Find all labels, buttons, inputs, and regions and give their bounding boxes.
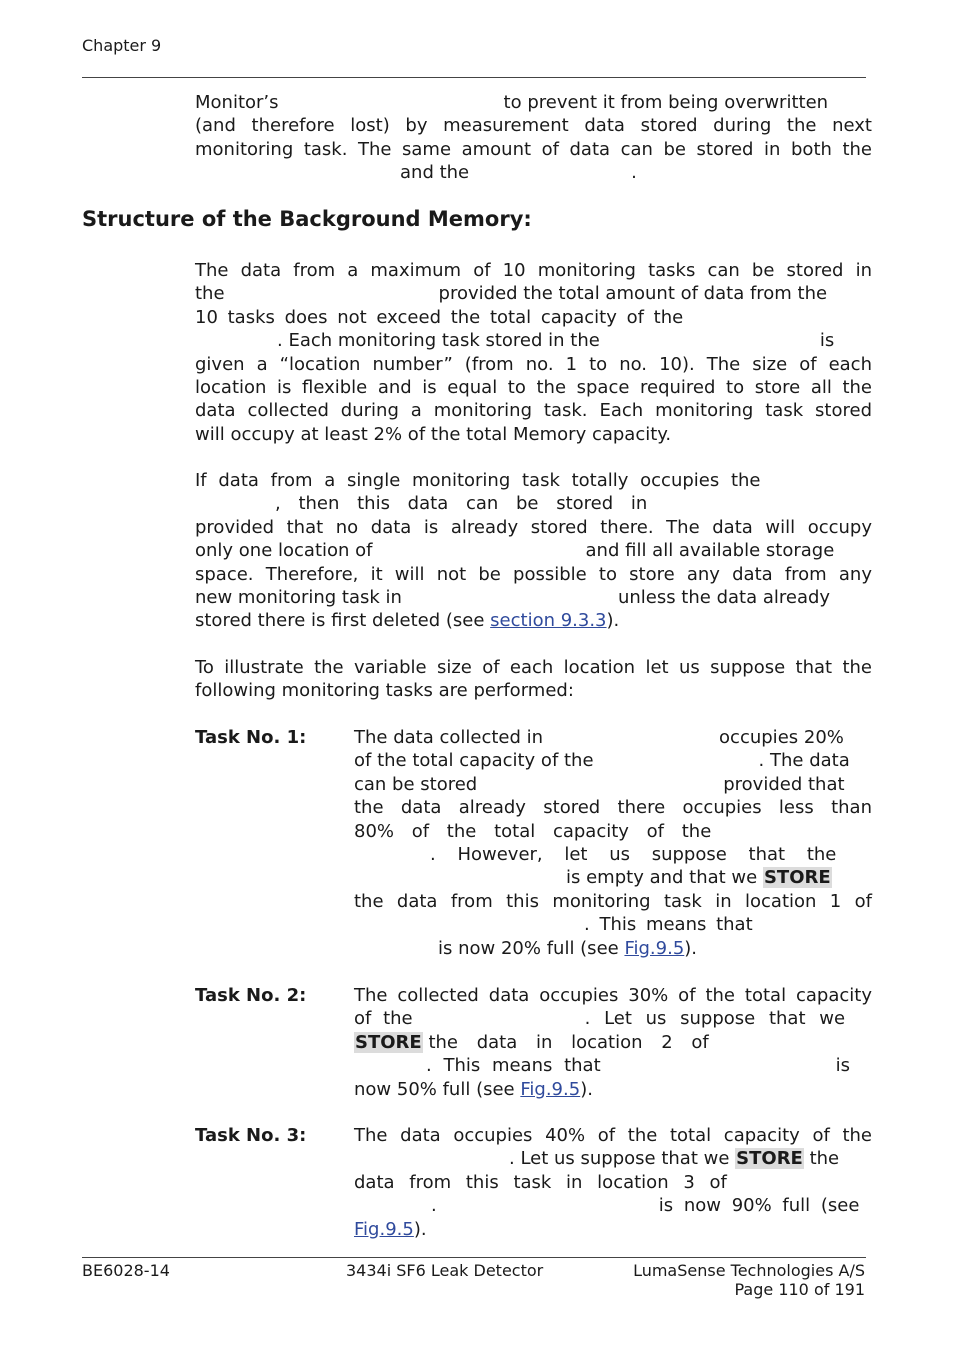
footer-page-number: Page 110 of 191 <box>734 1280 865 1299</box>
header-rule <box>82 77 866 78</box>
chapter-header: Chapter 9 <box>82 36 162 55</box>
fig-9-5-link[interactable]: Fig.9.5 <box>520 1078 581 1100</box>
task-2-body: The collected data occupies 30% of the total capacity of the . Let us suppose that we STORE the data in location 2 of . This means that is now 50% full (see Fig.9.5). <box>354 985 872 1100</box>
intro-paragraph: Monitor’s to prevent it from being overwritten (and therefore lost) by measurement data stored during the next monitoring task. The same amount of data can be stored in both the and the . <box>195 92 872 184</box>
section-heading: Structure of the Background Memory: <box>82 207 532 231</box>
task-2-label: Task No. 2: <box>195 985 307 1006</box>
paragraph-single-task: If data from a single monitoring task totally occupies the , then this data can be stored in provided that no data is already stored there. The data will occupy only one location of and fill all available storage space. Therefore, it will not be possible to store any data from any new monitoring task in unless the data already stored there is first deleted (see section 9.3.3). <box>195 470 872 632</box>
footer-company: LumaSense Technologies A/S <box>633 1261 865 1280</box>
section-9-3-3-link[interactable]: section 9.3.3 <box>490 610 607 632</box>
fig-9-5-link[interactable]: Fig.9.5 <box>624 937 685 959</box>
paragraph-illustrate: To illustrate the variable size of each location let us suppose that the following monitoring tasks are performed: <box>195 657 872 702</box>
task-3-label: Task No. 3: <box>195 1125 307 1146</box>
footer-product: 3434i SF6 Leak Detector <box>346 1261 544 1280</box>
fig-9-5-link[interactable]: Fig.9.5 <box>354 1218 414 1240</box>
paragraph-structure: The data from a maximum of 10 monitoring tasks can be stored in the provided the total amount of data from the 10 tasks does not exceed the total capacity of the . Each monitoring task stored in the is given a “location number” (from no. 1 to no. 10). The size of each location is flexible and is equal to the space required to store all the data collected during a monitoring task. Each monitoring task stored will occupy at least 2% of the total Memory capacity. <box>195 260 872 445</box>
store-keyword: STORE <box>736 1148 803 1170</box>
store-keyword: STORE <box>355 1031 422 1053</box>
task-1-label: Task No. 1: <box>195 727 307 748</box>
task-3-body: The data occupies 40% of the total capacity of the . Let us suppose that we STORE the data from this task in location 3 of . is now 90% full (see Fig.9.5). <box>354 1125 872 1240</box>
footer-doc-number: BE6028-14 <box>82 1261 170 1280</box>
footer-rule <box>82 1257 866 1258</box>
task-1-body: The data collected in occupies 20% of the total capacity of the . The data can be stored provided that the data already stored there occupies less than 80% of the total capacity of the . However, let us suppose that the is empty and that we STORE the data from this monitoring task in location 1 of . This means that is now 20% full (see Fig.9.5). <box>354 727 872 959</box>
store-keyword: STORE <box>763 867 831 889</box>
